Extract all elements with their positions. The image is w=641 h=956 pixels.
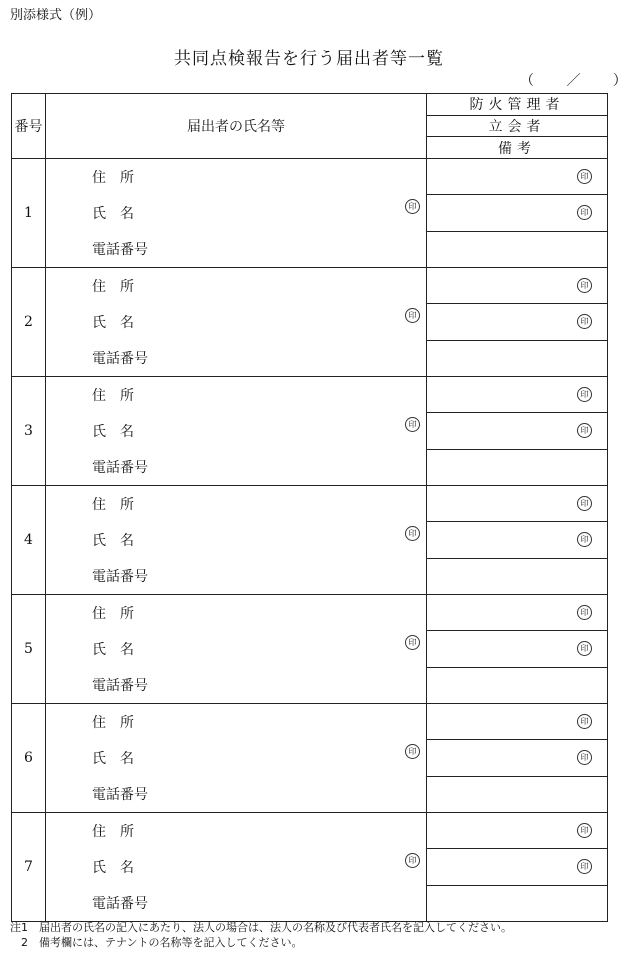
fire-manager-slot [427,159,607,194]
remarks-cell [427,704,608,813]
remarks-cell [427,486,608,595]
fire-manager-slot [427,377,607,412]
name-label: 氏 名 [92,206,134,222]
registrant-entry [46,813,427,922]
seal-icon: 印 [577,823,592,838]
seal-icon: 印 [405,199,420,214]
seal-icon: 印 [405,635,420,650]
row-number: 4 [12,486,46,595]
registrant-entry [46,268,427,377]
page-title: 共同点検報告を行う届出者等一覧 [174,49,444,69]
address-label: 住 所 [92,497,134,513]
seal-icon: 印 [577,859,592,874]
witness-slot [427,521,607,557]
seal-icon: 印 [577,605,592,620]
address-label: 住 所 [92,606,134,622]
table-row [12,704,608,813]
seal-icon: 印 [405,744,420,759]
header-remarks: 備考 [427,136,607,158]
remarks-cell [427,595,608,704]
table-row [12,159,608,268]
footnote-1: 注1 届出者の氏名の記入にあたり、法人の場合は、法人の名称及び代表者氏名を記入してください。 [10,921,512,934]
remarks-slot [427,885,607,921]
fire-manager-slot [427,813,607,848]
footnote-2: 2 備考欄には、テナントの名称等を記入してください。 [10,936,303,949]
seal-icon: 印 [577,278,592,293]
table-row [12,377,608,486]
address-label: 住 所 [92,388,134,404]
table-row [12,813,608,922]
row-number: 1 [12,159,46,268]
name-label: 氏 名 [92,642,134,658]
form-label: 別添様式（例） [10,8,102,23]
address-label: 住 所 [92,715,134,731]
witness-slot [427,848,607,884]
header-number: 番号 [12,94,46,159]
registrant-entry [46,595,427,704]
phone-label: 電話番号 [92,787,148,803]
remarks-slot [427,449,607,485]
seal-icon: 印 [405,526,420,541]
address-label: 住 所 [92,279,134,295]
witness-slot [427,194,607,230]
seal-icon: 印 [577,532,592,547]
name-label: 氏 名 [92,315,134,331]
header-fire-manager: 防火管理者 [469,97,565,114]
address-label: 住 所 [92,824,134,840]
witness-slot [427,412,607,448]
registrant-entry [46,159,427,268]
footnotes [10,920,512,950]
seal-icon: 印 [577,423,592,438]
registrant-entry [46,377,427,486]
seal-icon: 印 [577,169,592,184]
name-label: 氏 名 [92,751,134,767]
remarks-slot [427,667,607,703]
seal-icon: 印 [577,714,592,729]
seal-icon: 印 [405,853,420,868]
seal-icon: 印 [577,496,592,511]
seal-icon: 印 [577,314,592,329]
header-name: 届出者の氏名等 [46,94,427,159]
phone-label: 電話番号 [92,242,148,258]
phone-label: 電話番号 [92,678,148,694]
table-row [12,486,608,595]
header-witness: 立会者 [427,115,607,137]
remarks-slot [427,340,607,376]
seal-icon: 印 [405,417,420,432]
row-number: 3 [12,377,46,486]
seal-icon: 印 [577,387,592,402]
row-number: 6 [12,704,46,813]
name-label: 氏 名 [92,533,134,549]
name-label: 氏 名 [92,424,134,440]
remarks-cell [427,813,608,922]
table-row [12,268,608,377]
row-number: 2 [12,268,46,377]
fire-manager-slot [427,486,607,521]
address-label: 住 所 [92,170,134,186]
remarks-cell [427,268,608,377]
fire-manager-slot [427,595,607,630]
registrant-entry [46,486,427,595]
phone-label: 電話番号 [92,569,148,585]
registrant-entry [46,704,427,813]
registrant-table [11,93,608,922]
remarks-slot [427,231,607,267]
row-number: 5 [12,595,46,704]
remarks-cell [427,377,608,486]
seal-icon: 印 [405,308,420,323]
seal-icon: 印 [577,205,592,220]
seal-icon: 印 [577,641,592,656]
table-row [12,595,608,704]
remarks-cell [427,159,608,268]
page-indicator: （ ／ ） [520,73,641,89]
witness-slot [427,303,607,339]
fire-manager-slot [427,704,607,739]
header-right [427,94,608,159]
witness-slot [427,739,607,775]
phone-label: 電話番号 [92,460,148,476]
phone-label: 電話番号 [92,896,148,912]
remarks-slot [427,558,607,594]
seal-icon: 印 [577,750,592,765]
fire-manager-slot [427,268,607,303]
phone-label: 電話番号 [92,351,148,367]
witness-slot [427,630,607,666]
remarks-slot [427,776,607,812]
table-header [12,94,608,159]
name-label: 氏 名 [92,860,134,876]
row-number: 7 [12,813,46,922]
